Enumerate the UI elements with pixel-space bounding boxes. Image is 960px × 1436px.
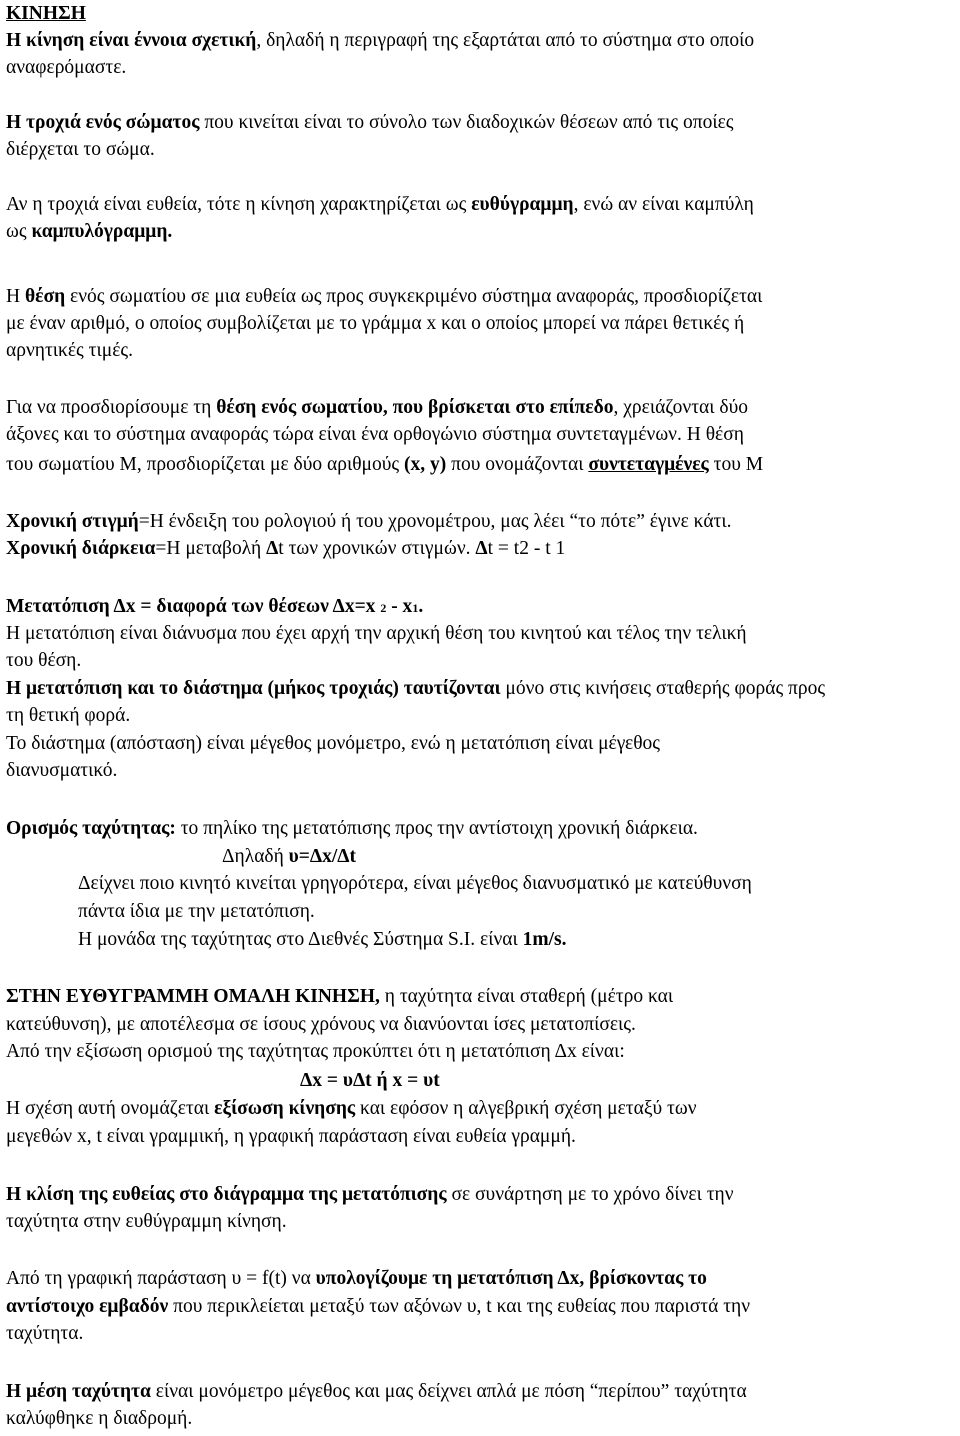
text: t των χρονικών στιγμών. (278, 538, 476, 559)
text: Για να προσδιορίσουμε τη (6, 397, 217, 418)
paragraph-uniform-motion-line3: Από την εξίσωση ορισμού της ταχύτητας προκύπτει ότι η μετατόπιση Δx είναι: (6, 1041, 625, 1062)
paragraph-position-line3: αρνητικές τιμές. (6, 340, 133, 361)
bold-term: θέση ενός σωματίου, που βρίσκεται στο επίπεδο (216, 397, 614, 418)
paragraph-trajectory-line1 (6, 109, 733, 136)
bold-term: Η κλίση της ευθείας στο διάγραμμα της μετατόπισης (6, 1184, 447, 1205)
text: =Η μεταβολή (155, 538, 267, 559)
bold-term: Δ (266, 538, 279, 559)
paragraph-uniform-motion-line1 (6, 983, 673, 1010)
bold-formula: υ=Δx/Δt (288, 846, 357, 867)
bold-term: 1m/s. (522, 929, 567, 950)
text: το πηλίκο της μετατόπισης προς την αντίστοιχη χρονική διάρκεια. (175, 818, 698, 839)
text: είναι μονόμετρο μέγεθος και μας δείχνει απλά με πόση “περίπου” ταχύτητα (150, 1381, 747, 1402)
paragraph-area-line1 (6, 1265, 707, 1292)
paragraph-slope-line2: ταχύτητα στην ευθύγραμμη κίνηση. (6, 1211, 287, 1232)
text: , χρειάζονται δύο (613, 397, 748, 418)
text: Δηλαδή (222, 846, 289, 867)
text: σε συνάρτηση με το χρόνο δίνει την (446, 1184, 734, 1205)
text: η ταχύτητα είναι σταθερή (μέτρο και (379, 986, 674, 1007)
text: Η μονάδα της ταχύτητας στο Διεθνές Σύστημα S.I. είναι (78, 929, 523, 950)
text: ενός σωματίου σε μια ευθεία ως προς συγκεκριμένο σύστημα αναφοράς, προσδιορίζεται (65, 286, 763, 307)
paragraph-position-line1 (6, 283, 762, 310)
paragraph-time-instant (6, 508, 732, 535)
text: Η σχέση αυτή ονομάζεται (6, 1098, 215, 1119)
bold-underlined-term: συντεταγμένες (588, 454, 709, 475)
bold-term: Η μετατόπιση και το διάστημα (μήκος τροχιάς) ταυτίζονται (6, 678, 501, 699)
paragraph-area-line3: ταχύτητα. (6, 1323, 84, 1344)
bold-term: Η τροχιά ενός σώματος (6, 112, 200, 133)
paragraph-rectilinear-line1 (6, 191, 754, 218)
bold-term: ΣΤΗΝ ΕΥΘΥΓΡΑΜΜΗ ΟΜΑΛΗ ΚΙΝΗΣΗ, (6, 986, 380, 1007)
paragraph-relative-motion-line2: αναφερόμαστε. (6, 57, 127, 78)
paragraph-displacement-line5: τη θετική φορά. (6, 705, 131, 726)
subscript: 1 (412, 601, 419, 615)
paragraph-displacement-line6: Το διάστημα (απόσταση) είναι μέγεθος μονόμετρο, ενώ η μετατόπιση είναι μέγεθος (6, 733, 661, 754)
paragraph-displacement-line3: του θέση. (6, 650, 82, 671)
equation-of-motion: Δx = υΔt ή x = υt (300, 1070, 440, 1091)
velocity-formula (222, 843, 356, 870)
text: μόνο στις κινήσεις σταθερής φοράς προς (500, 678, 826, 699)
paragraph-position-line2: με έναν αριθμό, ο οποίος συμβολίζεται με το γράμμα x και ο οποίος μπορεί να πάρει θετικές ή (6, 313, 745, 334)
text: που ονομάζονται (446, 454, 589, 475)
text: του Μ (708, 454, 764, 475)
bold-term: αντίστοιχο εμβαδόν (6, 1296, 169, 1317)
bold-term: Η κίνηση είναι έννοια σχετική (6, 30, 257, 51)
bold-term: θέση (24, 286, 66, 307)
paragraph-area-line2 (6, 1293, 750, 1320)
paragraph-trajectory-line2: διέρχεται το σώμα. (6, 139, 155, 160)
bold-term: (x, y) (404, 454, 447, 475)
paragraph-displacement-line7: διανυσματικό. (6, 760, 118, 781)
paragraph-average-speed-line2: καλύφθηκε η διαδρομή. (6, 1408, 193, 1429)
bold-term: Ορισμός ταχύτητας: (6, 818, 176, 839)
bold-term: εξίσωση κίνησης (214, 1098, 356, 1119)
paragraph-uniform-motion-line6: μεγεθών x, t είναι γραμμική, η γραφική παράσταση είναι ευθεία γραμμή. (6, 1126, 576, 1147)
bold-term: υπολογίζουμε τη μετατόπιση Δx, βρίσκοντας το (315, 1268, 707, 1289)
page-title: ΚΙΝΗΣΗ (6, 3, 86, 24)
text: Η (6, 286, 25, 307)
bold-term: - x (386, 596, 413, 617)
paragraph-average-speed-line1 (6, 1378, 747, 1405)
paragraph-uniform-motion-line5 (6, 1095, 697, 1122)
paragraph-slope-line1 (6, 1181, 734, 1208)
paragraph-velocity-line3: Δείχνει ποιο κινητό κινείται γρηγορότερα, είναι μέγεθος διανυσματικό με κατεύθυνση (78, 873, 752, 894)
paragraph-plane-position-line2: άξονες και το σύστημα αναφοράς τώρα είναι ένα ορθογώνιο σύστημα συντεταγμένων. Η θέση (6, 424, 744, 445)
bold-term: ευθύγραμμη (471, 194, 574, 215)
bold-term: Δ (475, 538, 488, 559)
text: που κινείται είναι το σύνολο των διαδοχικών θέσεων από τις οποίες (199, 112, 734, 133)
paragraph-displacement-line2: Η μετατόπιση είναι διάνυσμα που έχει αρχή την αρχική θέση του κινητού και τέλος την τελική (6, 623, 747, 644)
text: και εφόσον η αλγεβρική σχέση μεταξύ των (355, 1098, 697, 1119)
paragraph-velocity-line4: πάντα ίδια με την μετατόπιση. (78, 901, 315, 922)
bold-term: Χρονική διάρκεια (6, 538, 156, 559)
paragraph-plane-position-line3 (6, 451, 763, 478)
text: =Η ένδειξη του ρολογιού ή του χρονομέτρου, μας λέει “το πότε” έγινε κάτι. (138, 511, 732, 532)
bold-term: καμπυλόγραμμη. (31, 221, 173, 242)
text: Αν η τροχιά είναι ευθεία, τότε η κίνηση χαρακτηρίζεται ως (6, 194, 472, 215)
text: Από τη γραφική παράσταση υ = f(t) να (6, 1268, 316, 1289)
bold-term: Η μέση ταχύτητα (6, 1381, 151, 1402)
text: ως (6, 221, 32, 242)
paragraph-velocity-definition (6, 815, 698, 842)
paragraph-relative-motion-line1 (6, 27, 754, 54)
paragraph-displacement-heading (6, 593, 423, 620)
bold-term: . (418, 596, 424, 617)
paragraph-displacement-line4 (6, 675, 825, 702)
text: του σωματίου Μ, προσδιορίζεται με δύο αριθμούς (6, 454, 404, 475)
subscript: 2 (380, 601, 387, 615)
bold-term: Χρονική στιγμή (6, 511, 139, 532)
bold-term: Μετατόπιση Δx = διαφορά των θέσεων Δx=x (6, 596, 381, 617)
paragraph-velocity-unit (78, 926, 567, 953)
text: που περικλείεται μεταξύ των αξόνων υ, t και της ευθείας που παριστά την (168, 1296, 751, 1317)
paragraph-time-interval (6, 535, 565, 562)
paragraph-uniform-motion-line2: κατεύθυνση), με αποτέλεσμα σε ίσους χρόνους να διανύονται ίσες μετατοπίσεις. (6, 1014, 636, 1035)
text: , δηλαδή η περιγραφή της εξαρτάται από το σύστημα στο οποίο (256, 30, 755, 51)
text: t = t2 - t 1 (487, 538, 566, 559)
text: , ενώ αν είναι καμπύλη (573, 194, 754, 215)
paragraph-rectilinear-line2 (6, 218, 172, 245)
paragraph-plane-position-line1 (6, 394, 748, 421)
